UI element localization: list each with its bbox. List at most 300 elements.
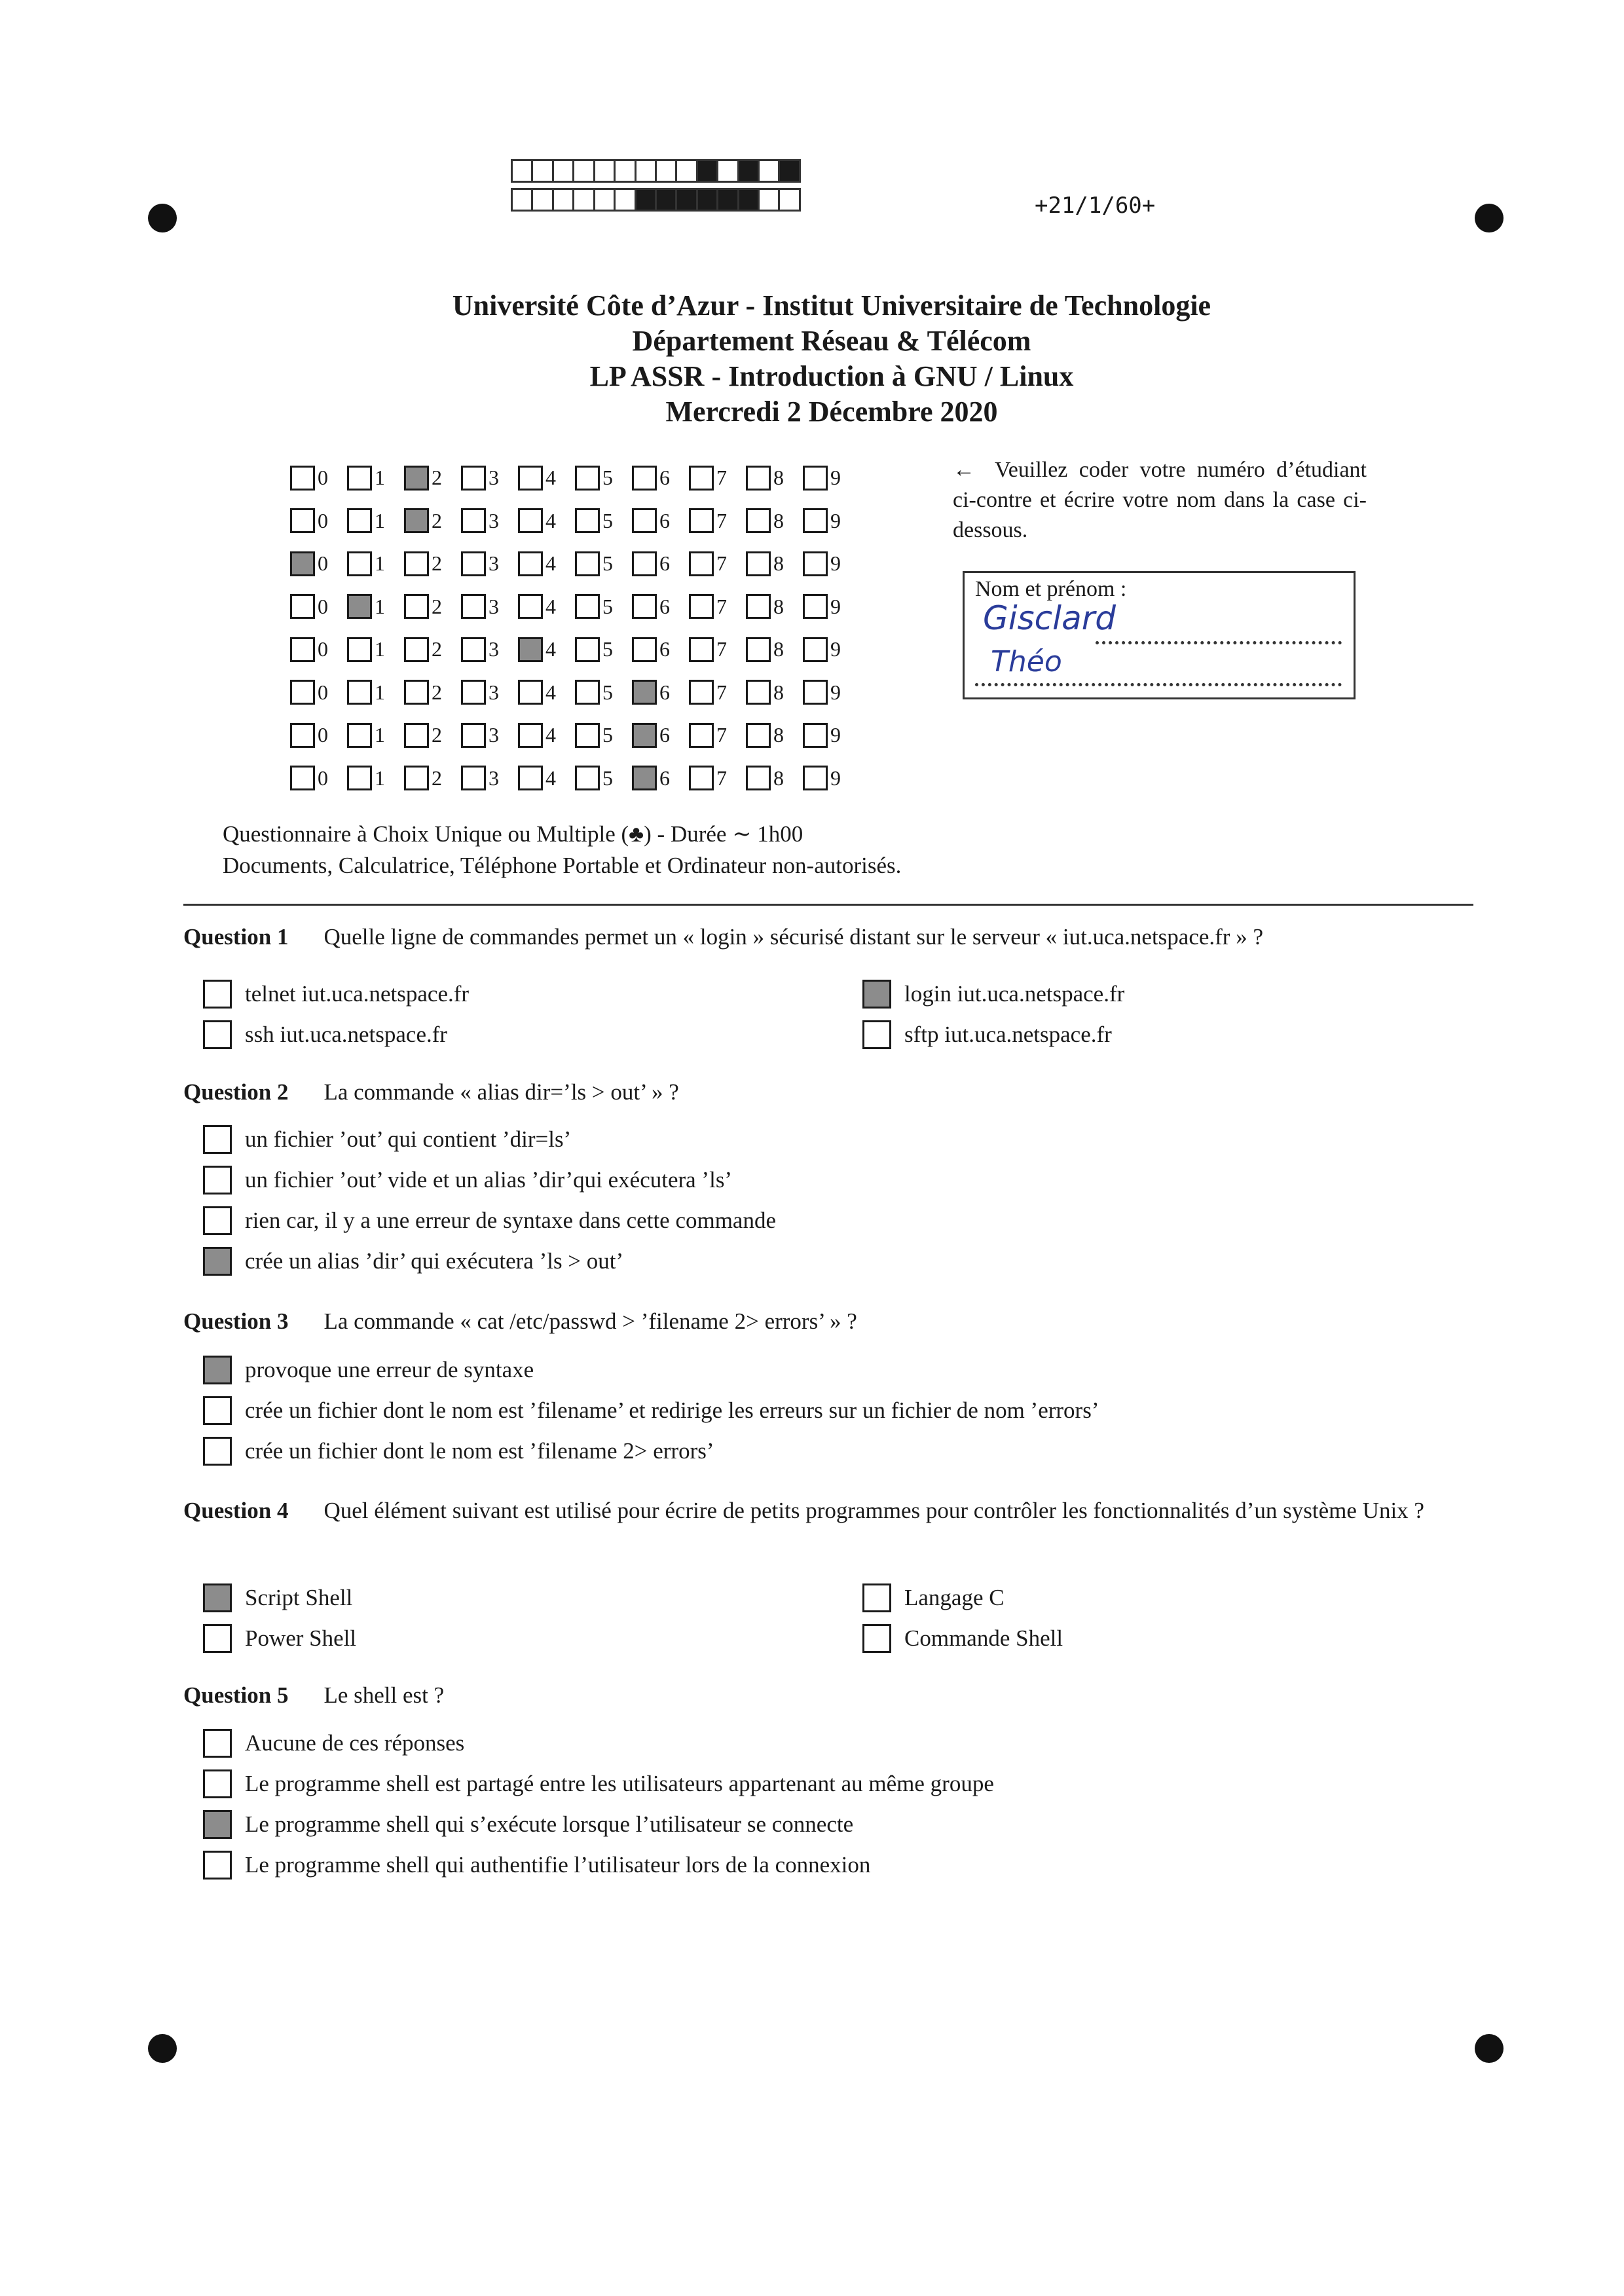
digit-checkbox[interactable] bbox=[347, 551, 372, 576]
name-box[interactable] bbox=[963, 571, 1356, 699]
student-number-row bbox=[290, 714, 860, 757]
digit-checkbox[interactable] bbox=[290, 637, 315, 662]
checkbox[interactable] bbox=[862, 1020, 891, 1049]
digit-label: 1 bbox=[375, 637, 385, 661]
digit-label: 7 bbox=[716, 637, 727, 661]
digit-checkbox[interactable] bbox=[518, 551, 543, 576]
digit-checkbox[interactable] bbox=[404, 594, 429, 619]
digit-label: 2 bbox=[432, 766, 442, 790]
digit-label: 6 bbox=[659, 723, 670, 747]
digit-option[interactable] bbox=[746, 594, 803, 619]
question-number: Question 3 bbox=[183, 1308, 289, 1334]
digit-label: 8 bbox=[773, 594, 784, 618]
digit-option[interactable] bbox=[461, 766, 518, 790]
page-barcode-row-2 bbox=[511, 188, 799, 212]
q5-option-3[interactable] bbox=[203, 1810, 853, 1839]
digit-checkbox[interactable] bbox=[746, 508, 771, 533]
checkbox[interactable] bbox=[862, 1583, 891, 1612]
digit-option[interactable] bbox=[461, 551, 518, 576]
q2-option-2[interactable] bbox=[203, 1166, 732, 1194]
digit-label: 8 bbox=[773, 723, 784, 747]
digit-label: 0 bbox=[318, 594, 328, 618]
digit-checkbox[interactable] bbox=[404, 466, 429, 491]
digit-option[interactable] bbox=[461, 680, 518, 705]
digit-checkbox[interactable] bbox=[689, 551, 714, 576]
digit-option[interactable] bbox=[803, 723, 860, 748]
option-label: Le programme shell est partagé entre les utilisateurs appartenant au même groupe bbox=[245, 1771, 994, 1796]
page-barcode-row-1 bbox=[511, 159, 799, 183]
digit-option[interactable] bbox=[632, 508, 689, 533]
q4-option-script-shell[interactable] bbox=[203, 1583, 352, 1612]
digit-checkbox[interactable] bbox=[518, 637, 543, 662]
digit-checkbox[interactable] bbox=[347, 680, 372, 705]
digit-option[interactable] bbox=[689, 680, 746, 705]
digit-checkbox[interactable] bbox=[290, 680, 315, 705]
barcode-cell bbox=[614, 159, 636, 183]
digit-option[interactable] bbox=[689, 594, 746, 619]
digit-checkbox[interactable] bbox=[575, 637, 600, 662]
digit-label: 2 bbox=[432, 637, 442, 661]
checkbox[interactable] bbox=[203, 1396, 232, 1425]
digit-checkbox[interactable] bbox=[404, 680, 429, 705]
digit-checkbox[interactable] bbox=[746, 766, 771, 790]
digit-checkbox[interactable] bbox=[746, 723, 771, 748]
digit-option[interactable] bbox=[347, 594, 404, 619]
digit-label: 8 bbox=[773, 766, 784, 790]
checkbox[interactable] bbox=[203, 1437, 232, 1466]
checkbox[interactable] bbox=[203, 1247, 232, 1276]
digit-checkbox[interactable] bbox=[404, 766, 429, 790]
digit-option[interactable] bbox=[461, 594, 518, 619]
digit-option[interactable] bbox=[518, 508, 575, 533]
digit-checkbox[interactable] bbox=[689, 508, 714, 533]
digit-label: 3 bbox=[489, 723, 499, 747]
header-university: Université Côte d’Azur - Institut Universitaire de Technologie bbox=[452, 289, 1211, 322]
digit-checkbox[interactable] bbox=[461, 766, 486, 790]
checkbox[interactable] bbox=[203, 1810, 232, 1839]
q1-option-sftp[interactable] bbox=[862, 1020, 1112, 1049]
digit-option[interactable] bbox=[347, 766, 404, 790]
digit-checkbox[interactable] bbox=[746, 551, 771, 576]
digit-option[interactable] bbox=[518, 551, 575, 576]
digit-option[interactable] bbox=[518, 766, 575, 790]
q5-option-2[interactable] bbox=[203, 1769, 994, 1798]
digit-checkbox[interactable] bbox=[518, 466, 543, 491]
q5-option-1[interactable] bbox=[203, 1729, 464, 1758]
digit-checkbox[interactable] bbox=[461, 680, 486, 705]
barcode-cell bbox=[778, 159, 800, 183]
digit-checkbox[interactable] bbox=[404, 723, 429, 748]
digit-checkbox[interactable] bbox=[575, 680, 600, 705]
digit-option[interactable] bbox=[689, 508, 746, 533]
digit-checkbox[interactable] bbox=[461, 466, 486, 491]
option-label: sftp iut.uca.netspace.fr bbox=[904, 1022, 1112, 1047]
digit-checkbox[interactable] bbox=[746, 680, 771, 705]
digit-option[interactable] bbox=[689, 766, 746, 790]
digit-option[interactable] bbox=[404, 594, 461, 619]
digit-label: 3 bbox=[489, 466, 499, 490]
q2-option-1[interactable] bbox=[203, 1125, 571, 1154]
digit-label: 9 bbox=[830, 723, 841, 747]
digit-option[interactable] bbox=[803, 508, 860, 533]
barcode-cell bbox=[716, 159, 739, 183]
digit-option[interactable] bbox=[632, 466, 689, 491]
digit-option[interactable] bbox=[746, 508, 803, 533]
digit-checkbox[interactable] bbox=[518, 680, 543, 705]
q3-option-1[interactable] bbox=[203, 1356, 534, 1384]
barcode-cell bbox=[675, 159, 697, 183]
digit-option[interactable] bbox=[347, 551, 404, 576]
checkbox[interactable] bbox=[203, 1166, 232, 1194]
digit-label: 3 bbox=[489, 680, 499, 704]
digit-checkbox[interactable] bbox=[803, 680, 828, 705]
digit-option[interactable] bbox=[575, 594, 632, 619]
option-label: Script Shell bbox=[245, 1585, 353, 1610]
digit-label: 3 bbox=[489, 594, 499, 618]
digit-checkbox[interactable] bbox=[632, 466, 657, 491]
digit-label: 1 bbox=[375, 594, 385, 618]
barcode-cell bbox=[572, 188, 595, 212]
digit-option[interactable] bbox=[404, 680, 461, 705]
digit-checkbox[interactable] bbox=[404, 551, 429, 576]
digit-label: 6 bbox=[659, 466, 670, 490]
digit-label: 1 bbox=[375, 766, 385, 790]
checkbox[interactable] bbox=[203, 980, 232, 1009]
digit-checkbox[interactable] bbox=[803, 637, 828, 662]
digit-label: 0 bbox=[318, 551, 328, 576]
digit-checkbox[interactable] bbox=[746, 637, 771, 662]
q1-option-ssh[interactable] bbox=[203, 1020, 447, 1049]
digit-checkbox[interactable] bbox=[518, 723, 543, 748]
digit-checkbox[interactable] bbox=[632, 594, 657, 619]
digit-checkbox[interactable] bbox=[518, 508, 543, 533]
digit-option[interactable] bbox=[746, 723, 803, 748]
question-5 bbox=[183, 1680, 1480, 1711]
digit-label: 2 bbox=[432, 551, 442, 576]
digit-option[interactable] bbox=[632, 680, 689, 705]
digit-label: 2 bbox=[432, 680, 442, 704]
digit-option[interactable] bbox=[404, 551, 461, 576]
checkbox[interactable] bbox=[203, 1624, 232, 1653]
q2-option-3[interactable] bbox=[203, 1206, 776, 1235]
q1-option-telnet[interactable] bbox=[203, 980, 469, 1009]
digit-checkbox[interactable] bbox=[803, 594, 828, 619]
digit-option[interactable] bbox=[518, 680, 575, 705]
digit-option[interactable] bbox=[575, 551, 632, 576]
digit-checkbox[interactable] bbox=[347, 723, 372, 748]
digit-label: 8 bbox=[773, 466, 784, 490]
digit-checkbox[interactable] bbox=[575, 766, 600, 790]
handwritten-last-name: Gisclard bbox=[983, 599, 1116, 637]
question-4 bbox=[183, 1496, 1480, 1526]
barcode-cell bbox=[531, 159, 553, 183]
digit-checkbox[interactable] bbox=[290, 508, 315, 533]
digit-label: 5 bbox=[602, 594, 613, 618]
digit-checkbox[interactable] bbox=[518, 594, 543, 619]
digit-option[interactable] bbox=[632, 637, 689, 662]
question-text: La commande « alias dir=’ls > out’ » ? bbox=[323, 1079, 679, 1105]
digit-checkbox[interactable] bbox=[746, 594, 771, 619]
digit-option[interactable] bbox=[290, 766, 347, 790]
checkbox[interactable] bbox=[203, 1020, 232, 1049]
q3-option-2[interactable] bbox=[203, 1396, 1099, 1425]
digit-checkbox[interactable] bbox=[461, 723, 486, 748]
digit-option[interactable] bbox=[689, 466, 746, 491]
question-text: La commande « cat /etc/passwd > ’filename 2> errors’ » ? bbox=[323, 1308, 857, 1334]
digit-option[interactable] bbox=[689, 637, 746, 662]
checkbox[interactable] bbox=[203, 1125, 232, 1154]
digit-option[interactable] bbox=[290, 637, 347, 662]
checkbox[interactable] bbox=[203, 1206, 232, 1235]
option-label: crée un alias ’dir’ qui exécutera ’ls > out’ bbox=[245, 1248, 624, 1274]
barcode-cell bbox=[778, 188, 800, 212]
digit-label: 9 bbox=[830, 637, 841, 661]
question-1 bbox=[183, 922, 1480, 952]
digit-option[interactable] bbox=[290, 723, 347, 748]
barcode-cell bbox=[655, 159, 677, 183]
digit-checkbox[interactable] bbox=[575, 466, 600, 491]
digit-option[interactable] bbox=[347, 466, 404, 491]
digit-option[interactable] bbox=[746, 766, 803, 790]
digit-checkbox[interactable] bbox=[290, 766, 315, 790]
digit-checkbox[interactable] bbox=[746, 466, 771, 491]
digit-option[interactable] bbox=[746, 466, 803, 491]
barcode-cell bbox=[552, 159, 574, 183]
digit-option[interactable] bbox=[461, 723, 518, 748]
barcode-cell bbox=[716, 188, 739, 212]
digit-label: 9 bbox=[830, 594, 841, 618]
barcode-cell bbox=[531, 188, 553, 212]
option-label: un fichier ’out’ vide et un alias ’dir’qui exécutera ’ls’ bbox=[245, 1167, 733, 1193]
digit-checkbox[interactable] bbox=[347, 508, 372, 533]
digit-checkbox[interactable] bbox=[404, 637, 429, 662]
option-label: Commande Shell bbox=[904, 1625, 1063, 1651]
digit-option[interactable] bbox=[575, 723, 632, 748]
checkbox[interactable] bbox=[203, 1583, 232, 1612]
digit-option[interactable] bbox=[518, 594, 575, 619]
question-number: Question 1 bbox=[183, 924, 289, 950]
digit-label: 5 bbox=[602, 766, 613, 790]
digit-label: 4 bbox=[545, 637, 556, 661]
q4-option-commande-shell[interactable] bbox=[862, 1624, 1063, 1653]
q3-option-3[interactable] bbox=[203, 1437, 714, 1466]
digit-option[interactable] bbox=[461, 637, 518, 662]
digit-checkbox[interactable] bbox=[575, 594, 600, 619]
student-number-row bbox=[290, 628, 860, 671]
digit-option[interactable] bbox=[689, 723, 746, 748]
digit-label: 5 bbox=[602, 637, 613, 661]
checkbox[interactable] bbox=[203, 1769, 232, 1798]
digit-checkbox[interactable] bbox=[689, 637, 714, 662]
barcode-cell bbox=[635, 188, 657, 212]
registration-mark-top-left bbox=[148, 204, 177, 232]
digit-option[interactable] bbox=[575, 766, 632, 790]
digit-option[interactable] bbox=[803, 594, 860, 619]
checkbox[interactable] bbox=[862, 980, 891, 1009]
digit-checkbox[interactable] bbox=[290, 466, 315, 491]
question-2 bbox=[183, 1077, 1480, 1107]
digit-option[interactable] bbox=[518, 637, 575, 662]
digit-checkbox[interactable] bbox=[689, 466, 714, 491]
digit-label: 8 bbox=[773, 680, 784, 704]
digit-option[interactable] bbox=[632, 594, 689, 619]
digit-checkbox[interactable] bbox=[689, 594, 714, 619]
digit-option[interactable] bbox=[575, 637, 632, 662]
digit-checkbox[interactable] bbox=[575, 723, 600, 748]
digit-checkbox[interactable] bbox=[632, 723, 657, 748]
digit-option[interactable] bbox=[803, 551, 860, 576]
checkbox[interactable] bbox=[203, 1729, 232, 1758]
digit-option[interactable] bbox=[347, 637, 404, 662]
q2-option-4[interactable] bbox=[203, 1247, 623, 1276]
digit-checkbox[interactable] bbox=[803, 723, 828, 748]
arrow-left-icon: ← bbox=[953, 458, 975, 482]
checkbox[interactable] bbox=[203, 1851, 232, 1879]
student-number-row bbox=[290, 671, 860, 714]
digit-label: 7 bbox=[716, 766, 727, 790]
digit-checkbox[interactable] bbox=[689, 723, 714, 748]
question-3 bbox=[183, 1306, 1480, 1337]
digit-checkbox[interactable] bbox=[575, 508, 600, 533]
digit-checkbox[interactable] bbox=[404, 508, 429, 533]
digit-checkbox[interactable] bbox=[290, 594, 315, 619]
student-number-row bbox=[290, 456, 860, 500]
digit-option[interactable] bbox=[347, 508, 404, 533]
digit-checkbox[interactable] bbox=[347, 466, 372, 491]
digit-label: 0 bbox=[318, 766, 328, 790]
digit-checkbox[interactable] bbox=[632, 766, 657, 790]
digit-option[interactable] bbox=[803, 766, 860, 790]
student-number-row bbox=[290, 585, 860, 629]
digit-checkbox[interactable] bbox=[632, 680, 657, 705]
digit-label: 7 bbox=[716, 508, 727, 532]
q4-option-langage-c[interactable] bbox=[862, 1583, 1005, 1612]
digit-label: 3 bbox=[489, 508, 499, 532]
digit-label: 5 bbox=[602, 508, 613, 532]
digit-option[interactable] bbox=[632, 723, 689, 748]
digit-option[interactable] bbox=[803, 637, 860, 662]
digit-option[interactable] bbox=[290, 466, 347, 491]
digit-option[interactable] bbox=[290, 680, 347, 705]
digit-checkbox[interactable] bbox=[347, 766, 372, 790]
digit-checkbox[interactable] bbox=[575, 551, 600, 576]
digit-checkbox[interactable] bbox=[803, 508, 828, 533]
digit-checkbox[interactable] bbox=[803, 466, 828, 491]
name-box-label: Nom et prénom : bbox=[975, 577, 1127, 601]
digit-option[interactable] bbox=[746, 551, 803, 576]
digit-label: 2 bbox=[432, 466, 442, 490]
header-date: Mercredi 2 Décembre 2020 bbox=[665, 396, 998, 428]
digit-label: 7 bbox=[716, 594, 727, 618]
digit-option[interactable] bbox=[575, 466, 632, 491]
digit-option[interactable] bbox=[575, 680, 632, 705]
digit-checkbox[interactable] bbox=[290, 551, 315, 576]
digit-label: 0 bbox=[318, 723, 328, 747]
digit-checkbox[interactable] bbox=[461, 508, 486, 533]
digit-option[interactable] bbox=[803, 680, 860, 705]
digit-option[interactable] bbox=[518, 466, 575, 491]
question-number: Question 5 bbox=[183, 1682, 289, 1708]
digit-checkbox[interactable] bbox=[689, 680, 714, 705]
digit-option[interactable] bbox=[404, 723, 461, 748]
digit-label: 6 bbox=[659, 680, 670, 704]
digit-option[interactable] bbox=[575, 508, 632, 533]
digit-label: 0 bbox=[318, 508, 328, 532]
digit-label: 2 bbox=[432, 723, 442, 747]
digit-option[interactable] bbox=[746, 680, 803, 705]
option-label: Le programme shell qui authentifie l’utilisateur lors de la connexion bbox=[245, 1852, 871, 1878]
digit-label: 7 bbox=[716, 466, 727, 490]
digit-option[interactable] bbox=[404, 508, 461, 533]
barcode-cell bbox=[511, 159, 533, 183]
digit-label: 5 bbox=[602, 680, 613, 704]
question-text: Le shell est ? bbox=[323, 1682, 445, 1708]
digit-checkbox[interactable] bbox=[803, 766, 828, 790]
digit-checkbox[interactable] bbox=[461, 594, 486, 619]
digit-label: 6 bbox=[659, 508, 670, 532]
digit-option[interactable] bbox=[404, 766, 461, 790]
digit-checkbox[interactable] bbox=[689, 766, 714, 790]
digit-option[interactable] bbox=[461, 466, 518, 491]
digit-option[interactable] bbox=[290, 551, 347, 576]
barcode-cell bbox=[511, 188, 533, 212]
option-label: login iut.uca.netspace.fr bbox=[904, 981, 1125, 1007]
digit-checkbox[interactable] bbox=[518, 766, 543, 790]
digit-option[interactable] bbox=[404, 466, 461, 491]
q4-option-power-shell[interactable] bbox=[203, 1624, 356, 1653]
digit-label: 9 bbox=[830, 680, 841, 704]
digit-checkbox[interactable] bbox=[461, 637, 486, 662]
digit-label: 7 bbox=[716, 723, 727, 747]
digit-option[interactable] bbox=[803, 466, 860, 491]
digit-option[interactable] bbox=[290, 508, 347, 533]
option-label: provoque une erreur de syntaxe bbox=[245, 1357, 534, 1382]
digit-checkbox[interactable] bbox=[803, 551, 828, 576]
digit-option[interactable] bbox=[746, 637, 803, 662]
digit-option[interactable] bbox=[290, 594, 347, 619]
barcode-cell bbox=[737, 159, 760, 183]
digit-option[interactable] bbox=[461, 508, 518, 533]
digit-checkbox[interactable] bbox=[632, 508, 657, 533]
digit-option[interactable] bbox=[347, 680, 404, 705]
digit-option[interactable] bbox=[689, 551, 746, 576]
digit-checkbox[interactable] bbox=[290, 723, 315, 748]
digit-checkbox[interactable] bbox=[632, 637, 657, 662]
question-text: Quelle ligne de commandes permet un « login » sécurisé distant sur le serveur « iut.uca.netspace.fr » ? bbox=[323, 924, 1263, 950]
digit-label: 5 bbox=[602, 551, 613, 576]
q1-option-login[interactable] bbox=[862, 980, 1124, 1009]
checkbox[interactable] bbox=[862, 1624, 891, 1653]
digit-checkbox[interactable] bbox=[632, 551, 657, 576]
digit-option[interactable] bbox=[518, 723, 575, 748]
digit-checkbox[interactable] bbox=[347, 594, 372, 619]
digit-label: 4 bbox=[545, 680, 556, 704]
digit-label: 7 bbox=[716, 551, 727, 576]
q5-option-4[interactable] bbox=[203, 1851, 870, 1879]
exam-meta bbox=[223, 819, 901, 881]
digit-label: 6 bbox=[659, 594, 670, 618]
digit-option[interactable] bbox=[632, 551, 689, 576]
digit-checkbox[interactable] bbox=[347, 637, 372, 662]
digit-label: 7 bbox=[716, 680, 727, 704]
digit-option[interactable] bbox=[347, 723, 404, 748]
digit-checkbox[interactable] bbox=[461, 551, 486, 576]
checkbox[interactable] bbox=[203, 1356, 232, 1384]
barcode-cell bbox=[758, 159, 780, 183]
digit-option[interactable] bbox=[632, 766, 689, 790]
digit-option[interactable] bbox=[404, 637, 461, 662]
registration-mark-bottom-left bbox=[148, 2034, 177, 2063]
